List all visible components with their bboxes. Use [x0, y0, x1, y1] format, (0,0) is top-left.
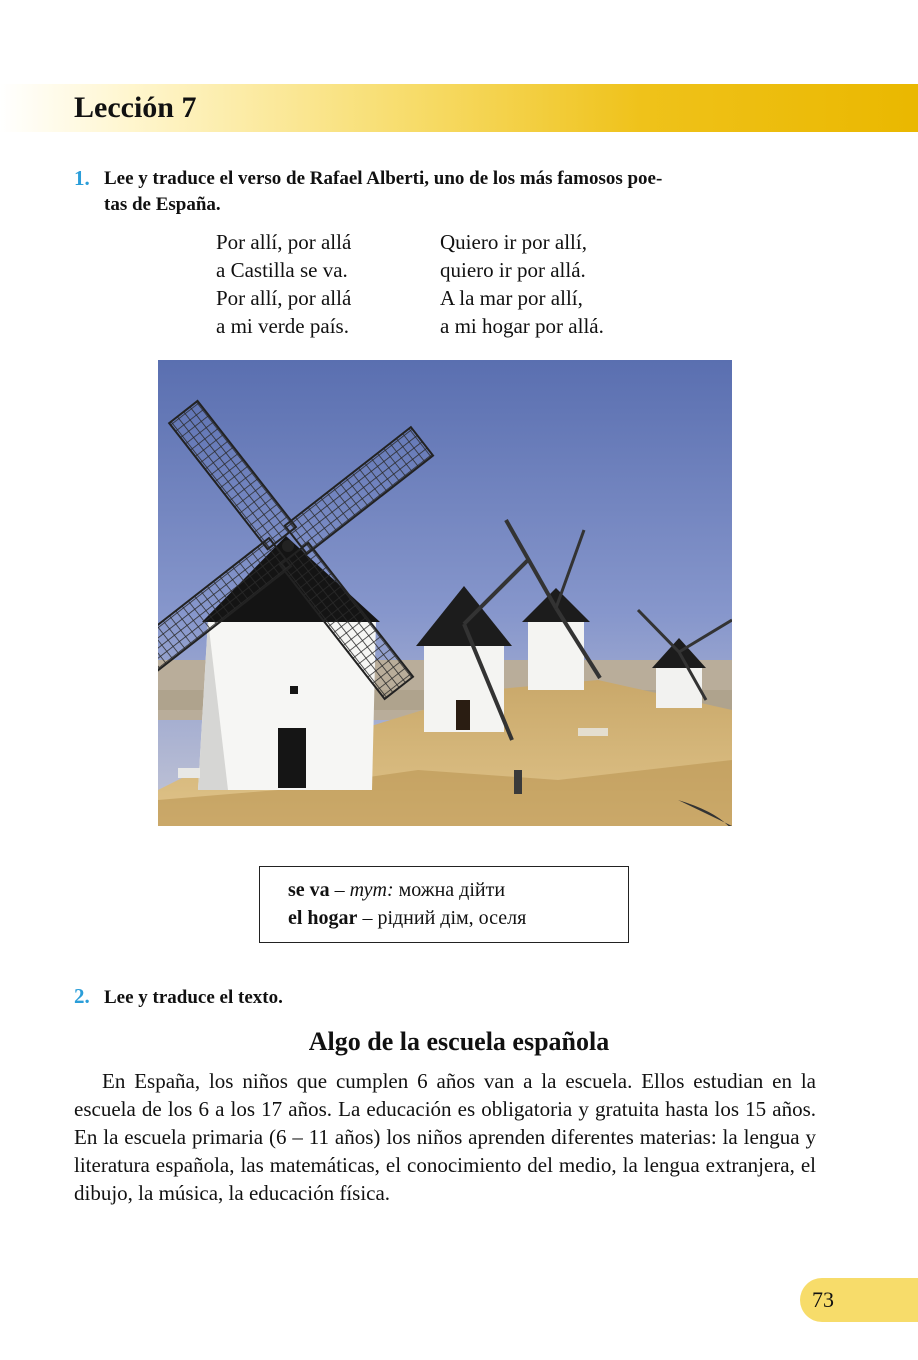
vocab-dash: –: [357, 907, 378, 929]
vocab-entry: [288, 876, 628, 904]
lesson-title: Lección 7: [74, 91, 197, 124]
poem-line: Por allí, por allá: [216, 230, 352, 254]
poem-right-column: [440, 228, 604, 340]
poem-line: A la mar por allí,: [440, 286, 583, 310]
vocab-meaning: можна дійти: [393, 879, 506, 901]
page-number: 73: [812, 1287, 834, 1312]
vocab-entry: [288, 904, 628, 932]
poem-line: a mi verde país.: [216, 314, 349, 338]
vocab-term: se va: [288, 879, 330, 901]
vocab-term: el hogar: [288, 907, 358, 929]
exercise-1-instruction-line1: Lee y traduce el verso de Rafael Alberti, uno de los más famosos poe-: [104, 168, 663, 189]
poem-line: quiero ir por allá.: [440, 258, 586, 282]
reading-paragraph: En España, los niños que cumplen 6 años van a la escuela. Ellos estudian en la escuela de los 6 a los 17 años. La educación es obligatoria y gratuita hasta los 15 años. En la escuela primaria (6 – 11 años) los niños aprenden diferentes materias: la lengua y literatura española, las matemáticas, el conocimiento del medio, la lengua extranjera, el dibujo, la música, la educación física.: [74, 1069, 816, 1205]
vocab-note: тут:: [349, 879, 394, 901]
vocabulary-box: [259, 866, 629, 943]
vocab-dash: –: [329, 879, 350, 901]
exercise-1-number: 1.: [74, 166, 90, 190]
windmills-photo: [158, 360, 732, 826]
vocab-meaning: рідний дім, оселя: [377, 907, 527, 929]
poem-left-column: [216, 228, 351, 340]
exercise-1-instruction-line2: tas de España.: [104, 194, 221, 215]
poem-line: Quiero ir por allí,: [440, 230, 587, 254]
reading-title: Algo de la escuela española: [308, 1027, 610, 1056]
exercise-2-instruction: Lee y traduce el texto.: [104, 987, 283, 1008]
poem-line: Por allí, por allá: [216, 286, 352, 310]
poem-line: a mi hogar por allá.: [440, 314, 604, 338]
poem-line: a Castilla se va.: [216, 258, 348, 282]
exercise-2-number: 2.: [74, 984, 90, 1008]
